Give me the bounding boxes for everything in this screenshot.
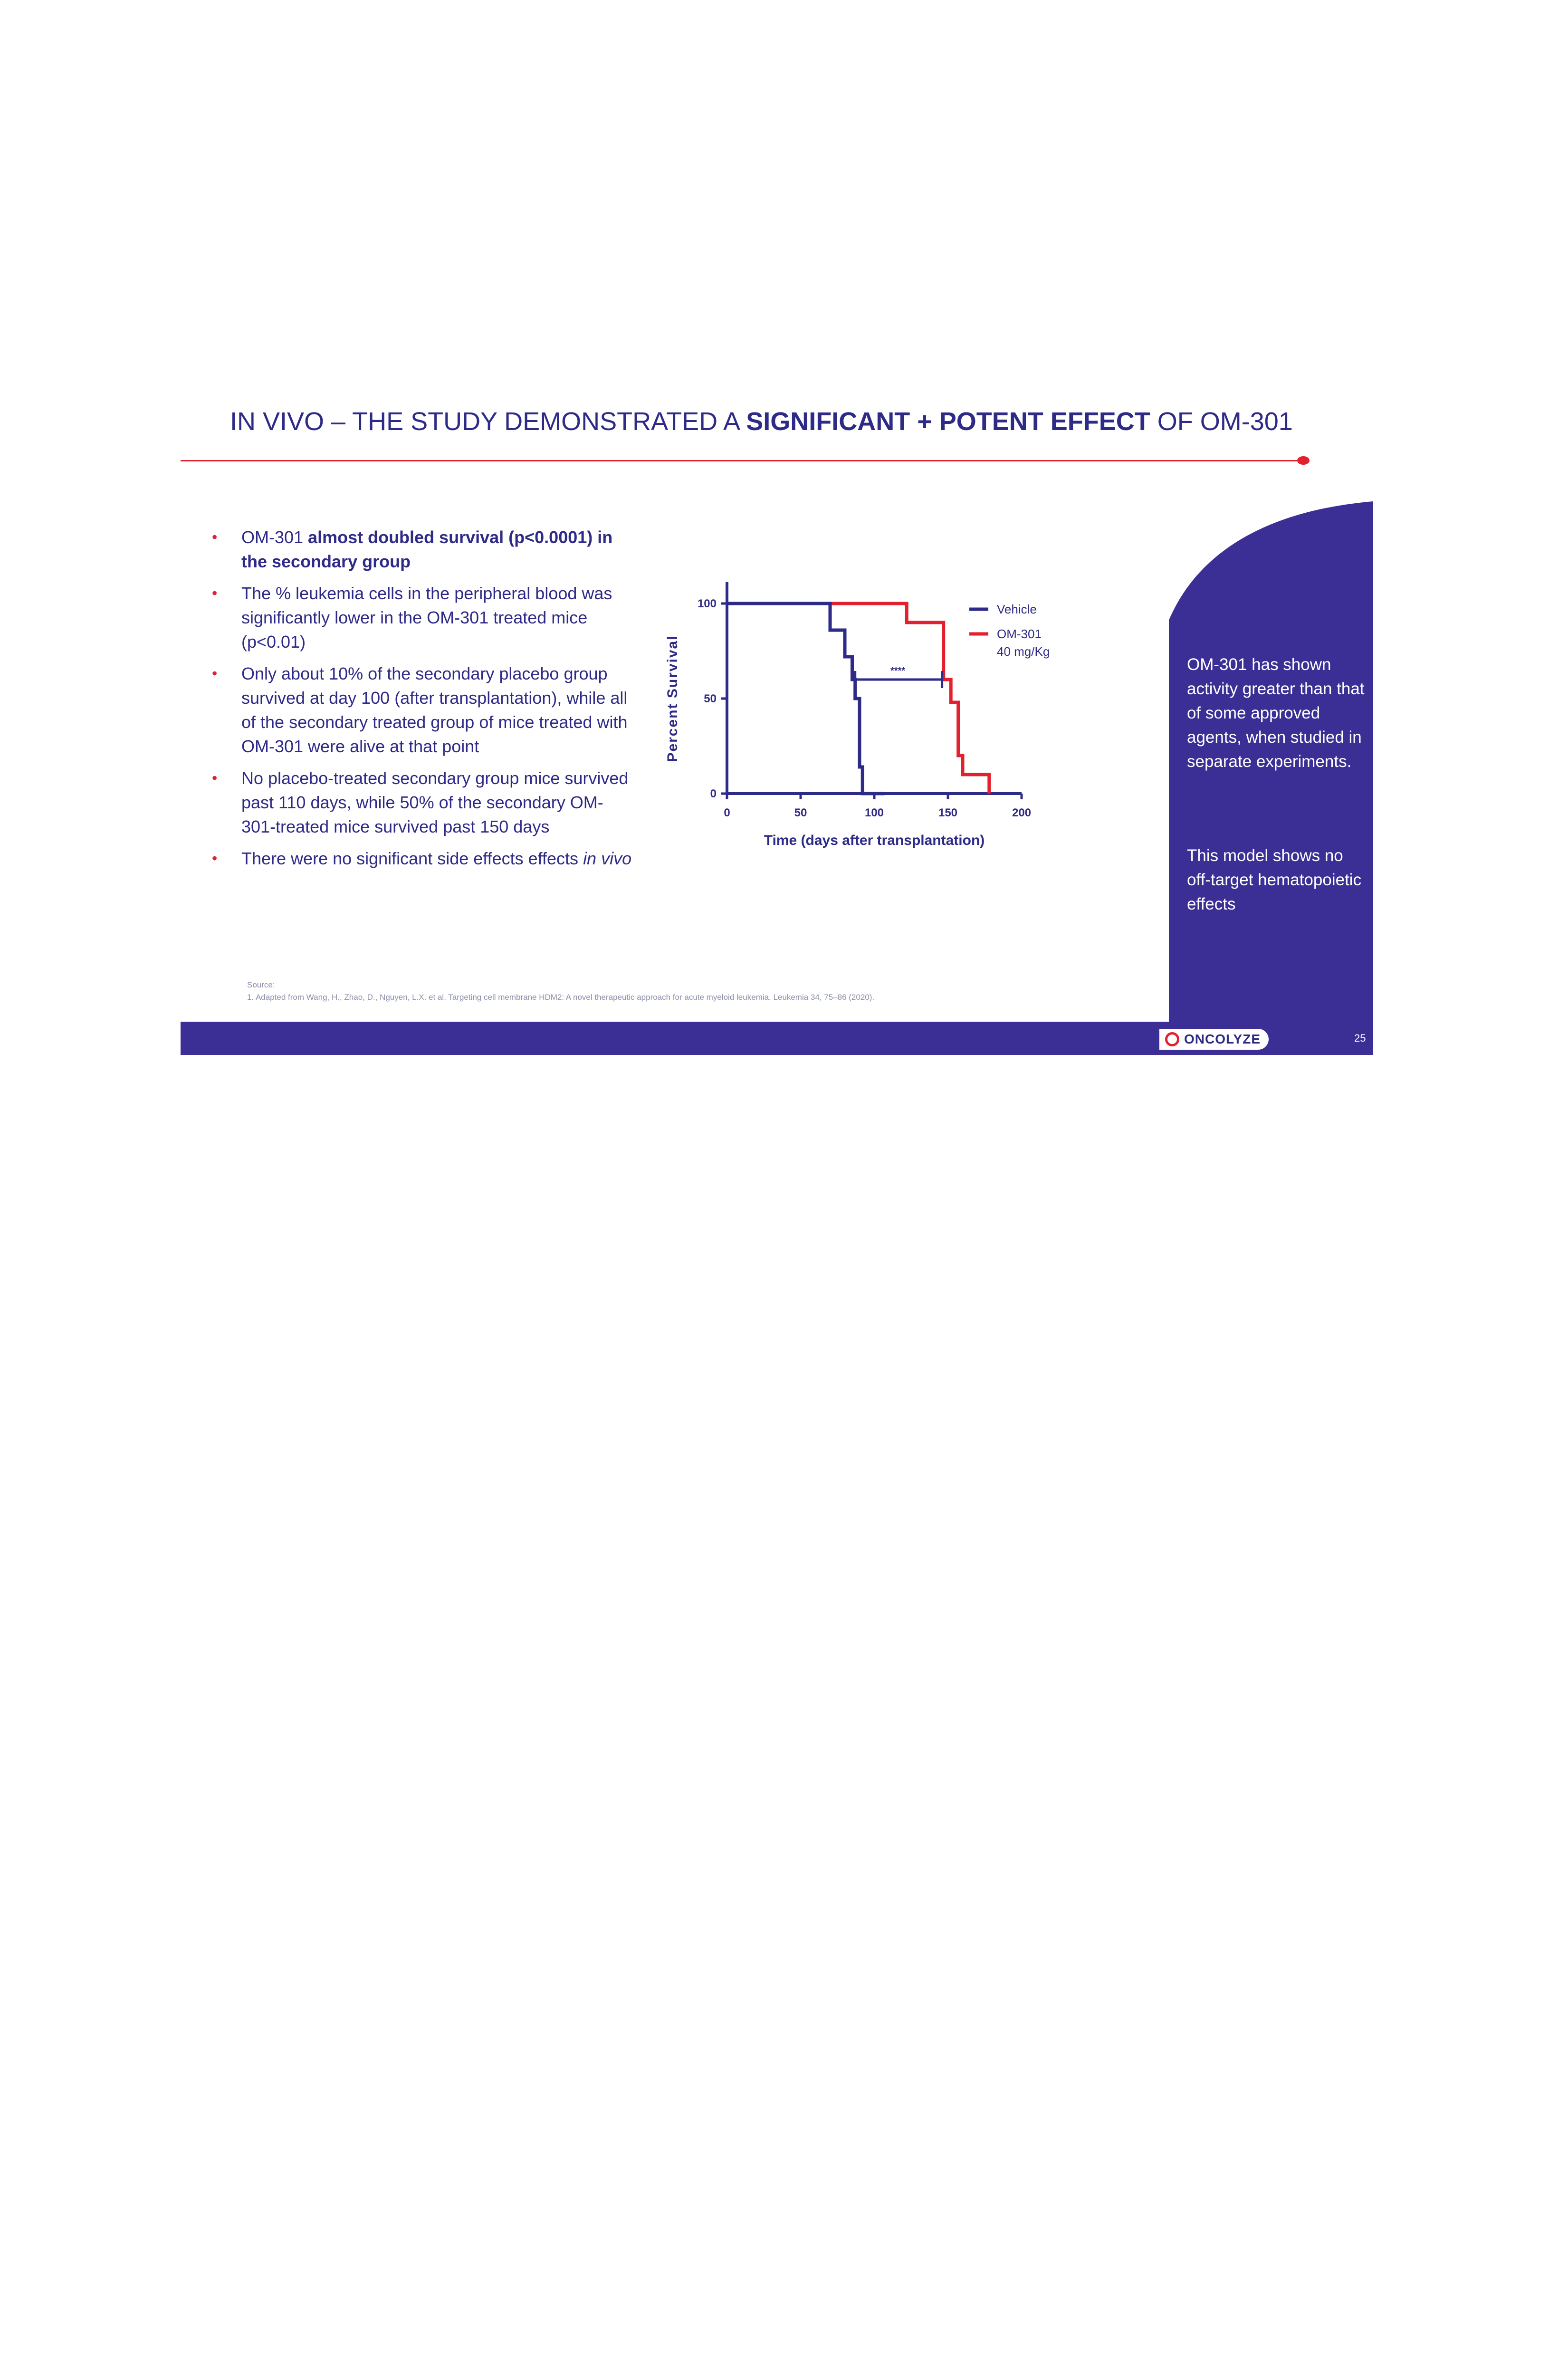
source-note [247, 979, 874, 1004]
legend-label: OM-301 [997, 627, 1042, 641]
logo-text: ONCOLYZE [1184, 1032, 1261, 1046]
oncolyze-logo [1159, 1029, 1269, 1050]
bullet-item: • OM-301 almost doubled survival (p<0.0001) in the secondary group [209, 525, 637, 574]
survival-chart [646, 570, 1121, 848]
x-axis-label: Time (days after transplantation) [764, 833, 985, 848]
bullet-item: • There were no significant side effects effects in vivo [209, 846, 637, 871]
x-tick-label: 0 [724, 806, 730, 819]
x-tick-label: 200 [1012, 806, 1032, 819]
side-panel [1169, 501, 1373, 1053]
page-number: 25 [1354, 1032, 1366, 1044]
slide [181, 390, 1373, 1055]
bullet-list [209, 525, 637, 878]
x-tick-label: 50 [794, 806, 807, 819]
panel-curve-decoration [1169, 501, 1373, 672]
bullet-item: • No placebo-treated secondary group mice survived past 110 days, while 50% of the secondary OM-301-treated mice survived past 150 days [209, 766, 637, 839]
source-label: Source: [247, 980, 275, 989]
legend-label-line2: 40 mg/Kg [997, 644, 1050, 659]
y-axis-label: Percent Survival [665, 635, 680, 762]
source-reference: 1. Adapted from Wang, H., Zhao, D., Nguyen, L.X. et al. Targeting cell membrane HDM2: A novel therapeutic approach for acute myeloid leukemia. Leukemia 34, 75–86 (2020). [247, 993, 875, 1002]
significance-annotation: **** [890, 666, 906, 676]
bullet-item: • Only about 10% of the secondary placebo group survived at day 100 (after transplantation), while all of the secondary treated group of mice treated with OM-301 were alive at that point [209, 661, 637, 758]
logo-icon [1165, 1032, 1179, 1046]
bullet-item: • The % leukemia cells in the peripheral blood was significantly lower in the OM-301 treated mice (p<0.01) [209, 581, 637, 654]
y-tick-label: 0 [710, 787, 717, 800]
title-rule-dot [1297, 456, 1310, 465]
legend-label: Vehicle [997, 602, 1037, 616]
y-tick-label: 100 [697, 597, 717, 610]
slide-title: IN VIVO – THE STUDY DEMONSTRATED A SIGNIFICANT + POTENT EFFECT OF OM-301 [230, 407, 1293, 436]
x-tick-label: 150 [938, 806, 958, 819]
panel-text-2: This model shows no off-target hematopoietic effects [1187, 846, 1362, 913]
y-tick-label: 50 [704, 692, 717, 705]
x-tick-label: 100 [864, 806, 884, 819]
title-rule [181, 460, 1302, 461]
series-line-vehicle [727, 604, 885, 794]
panel-text-1: OM-301 has shown activity greater than that of some approved agents, when studied in separate experiments. [1187, 655, 1365, 771]
